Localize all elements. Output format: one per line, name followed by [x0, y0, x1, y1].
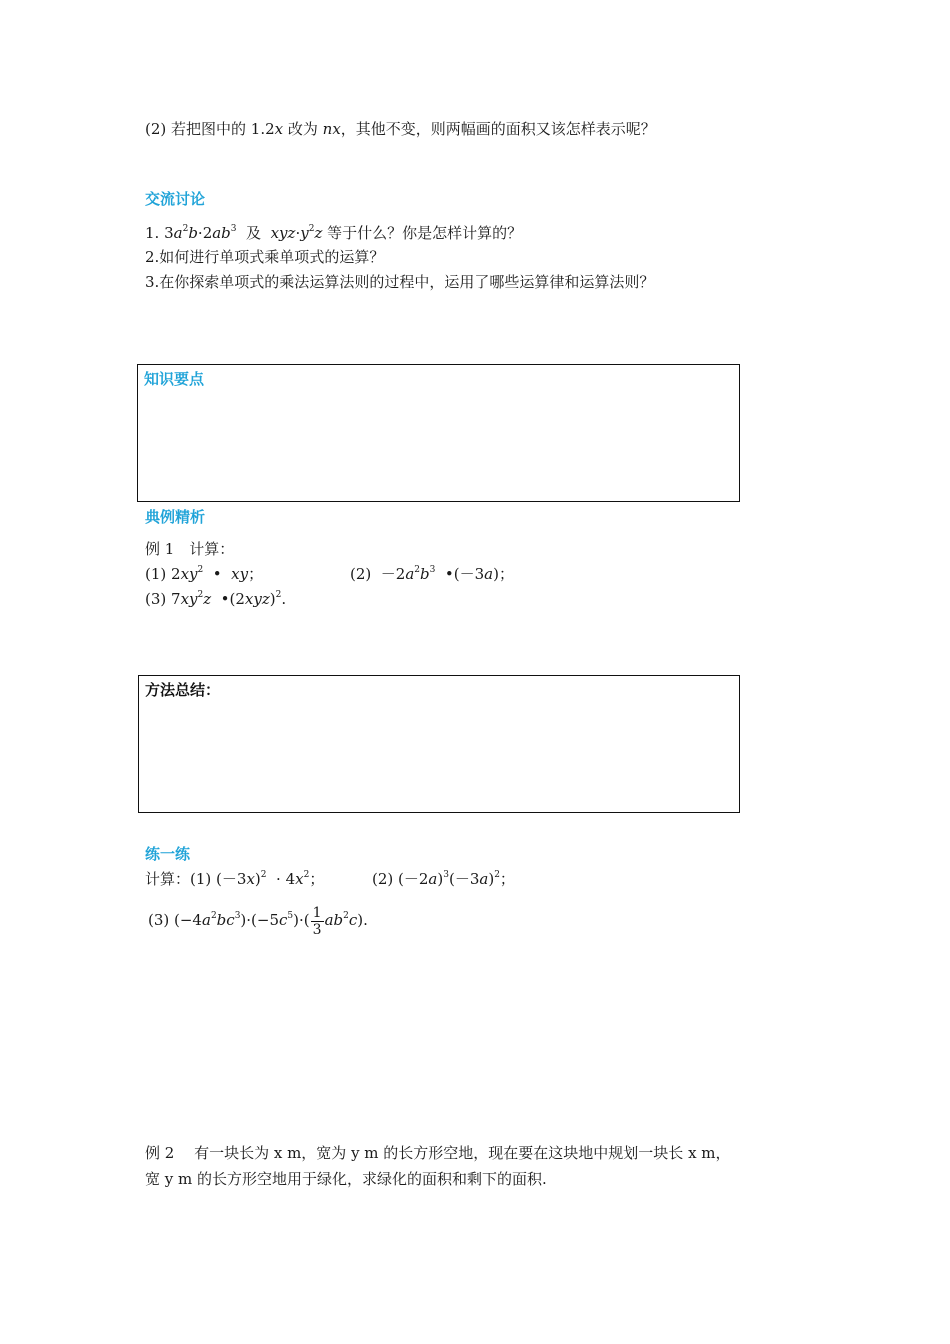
example-2-line-1: 例 2 有一块长为 x m，宽为 y m 的长方形空地，现在要在这块地中规划一块长 x m， — [145, 1144, 731, 1162]
knowledge-box-title: 知识要点 — [144, 370, 205, 388]
q2-expr-a: 1.2 — [250, 120, 275, 138]
example-1-label: 例 1 计算： — [145, 540, 235, 558]
practice-heading: 练一练 — [145, 845, 191, 863]
q2-mid: 改为 — [283, 120, 323, 138]
practice-part-2: (2) $(-2a)^3(-3a)^2$； — [372, 870, 515, 888]
q2-suffix: ，其他不变，则两幅画的面积又该怎样表示呢？ — [340, 120, 656, 138]
example-2-line-2: 宽 y m 的长方形空地用于绿化，求绿化的面积和剩下的面积. — [145, 1170, 547, 1188]
practice-label: 计算： — [145, 870, 191, 888]
q2-expr-a-var: x — [274, 120, 284, 138]
question-2-line — [145, 119, 656, 139]
discussion-q2: 2.如何进行单项式乘单项式的运算？ — [145, 248, 385, 266]
example-1-part-1: (1) $2xy^2$ • xy； — [145, 565, 264, 583]
knowledge-box — [137, 364, 740, 502]
q2-prefix: (2) 若把图中的 — [145, 120, 251, 138]
example-1-part-3: (3) $7xy^2z$ $•(2xyz)^2$. — [145, 590, 287, 608]
practice-line-1: 计算：(1) $(-3x)^2 \cdot 4x^2$； — [145, 870, 325, 888]
method-summary-box — [138, 675, 740, 813]
discussion-heading: 交流讨论 — [145, 190, 206, 208]
example-1-part-2: $(2) -2a^2b^3$ •(－3a)； — [350, 565, 514, 583]
fraction-one-third: $\frac{1}{3}$ — [312, 904, 322, 938]
discussion-q3: 3.在你探索单项式的乘法运算法则的过程中，运用了哪些运算律和运算法则？ — [145, 273, 655, 291]
discussion-q1-tail: 等于什么？你是怎样计算的？ — [322, 224, 523, 242]
examples-heading: 典例精析 — [145, 508, 206, 526]
practice-part-3: (3) $(-4a^2bc^3)\cdot(-5c^5)\cdot$( $\frac{1}{3}$ $ab^2c$). — [148, 904, 368, 938]
method-summary-title: 方法总结： — [145, 681, 221, 699]
discussion-q1: 1. $3a^2b\cdot 2ab^3$ 及 $xyz\cdot y^2z$ 等于什么？你是怎样计算的？ — [145, 224, 523, 242]
q2-expr-b: nx — [322, 120, 341, 138]
